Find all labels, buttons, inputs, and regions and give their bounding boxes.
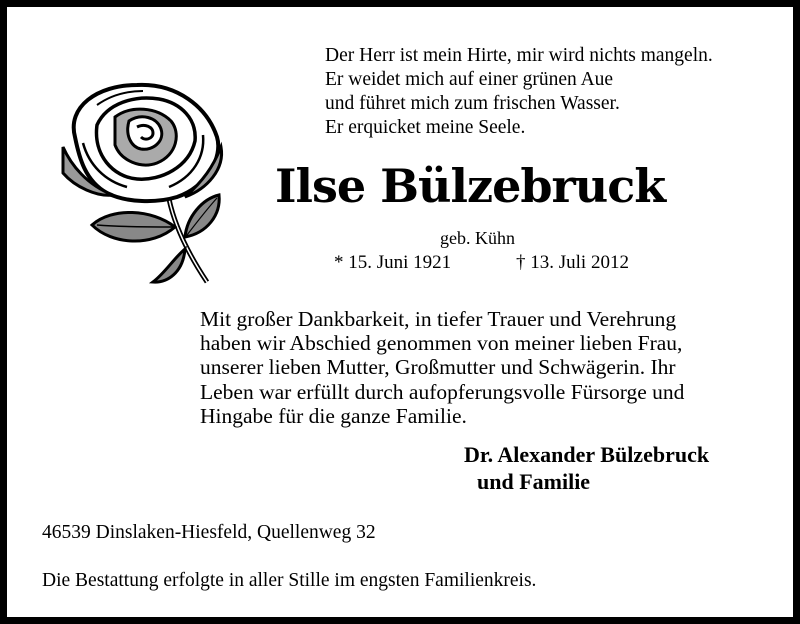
text-line: unserer lieben Mutter, Großmutter und Schwägerin. Ihr <box>200 355 676 380</box>
birth-name: geb. Kühn <box>440 228 515 248</box>
bible-verse <box>325 44 713 140</box>
text-line: haben wir Abschied genommen von meiner lieben Frau, <box>200 331 683 356</box>
text-line: Leben war erfüllt durch aufopferungsvolle Fürsorge und <box>200 379 685 404</box>
obituary-text <box>200 307 684 428</box>
funeral-note: Die Bestattung erfolgte in aller Stille im engsten Familienkreis. <box>42 570 537 591</box>
text-line: Hingabe für die ganze Familie. <box>200 403 467 428</box>
signature <box>464 441 709 495</box>
verse-line: Er erquicket meine Seele. <box>325 117 526 138</box>
address: 46539 Dinslaken-Hiesfeld, Quellenweg 32 <box>42 522 376 543</box>
signature-name: Dr. Alexander Bülzebruck <box>464 442 710 467</box>
verse-line: Der Herr ist mein Hirte, mir wird nichts mangeln. <box>325 45 713 66</box>
deceased-name: Ilse Bülzebruck <box>275 159 666 213</box>
rose-icon <box>57 77 227 287</box>
death-date: † 13. Juli 2012 <box>516 252 629 273</box>
text-line: Mit großer Dankbarkeit, in tiefer Trauer und Verehrung <box>200 307 677 331</box>
signature-family: und Familie <box>477 469 591 494</box>
verse-line: und führet mich zum frischen Wasser. <box>325 93 620 114</box>
verse-line: Er weidet mich auf einer grünen Aue <box>325 69 614 90</box>
birth-date: * 15. Juni 1921 <box>334 252 452 273</box>
